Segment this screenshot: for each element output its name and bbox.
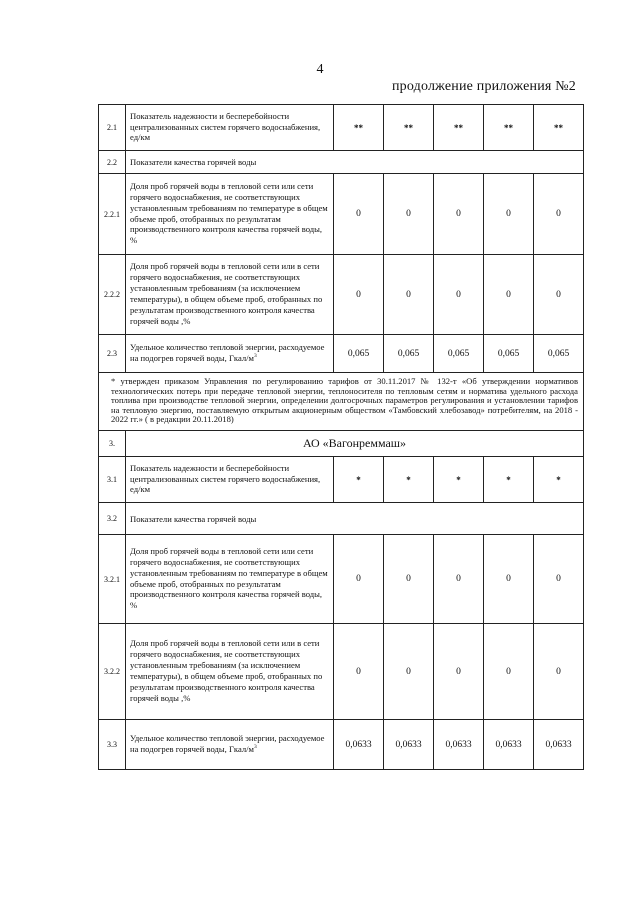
value-cell: *: [484, 457, 534, 503]
indicator-name: Доля проб горячей воды в тепловой сети или в сети горячего водоснабжения, не соответствующих установленным требованиям (за исключением температуры), в общем объеме проб, отобранных по результатам производственного контроля качества горячей воды ,%: [126, 255, 334, 335]
value-cell: 0: [484, 255, 534, 335]
indicator-name: Показатель надежности и бесперебойности централизованных систем горячего водоснабжения, ед/км: [126, 105, 334, 151]
indicator-name: [126, 720, 334, 770]
row-number: 3.1: [99, 457, 126, 503]
value-cell: 0,065: [434, 335, 484, 373]
value-cell: *: [434, 457, 484, 503]
row-number: 2.2: [99, 151, 126, 174]
value-cell: 0: [534, 624, 584, 720]
value-cell: 0: [384, 255, 434, 335]
value-cell: 0,0633: [384, 720, 434, 770]
value-cell: **: [434, 105, 484, 151]
org-header-row: [99, 431, 584, 457]
indicators-table: [98, 104, 584, 770]
row-number: 2.2.2: [99, 255, 126, 335]
value-cell: 0: [384, 535, 434, 624]
value-cell: 0: [434, 174, 484, 255]
value-cell: 0,065: [384, 335, 434, 373]
value-cell: 0: [384, 174, 434, 255]
row-number: 3.: [99, 431, 126, 457]
table-row: [99, 503, 584, 535]
table-row: [99, 624, 584, 720]
row-number: 2.2.1: [99, 174, 126, 255]
value-cell: 0: [434, 624, 484, 720]
value-cell: 0: [434, 535, 484, 624]
row-number: 3.2: [99, 503, 126, 535]
value-cell: 0,065: [484, 335, 534, 373]
indicator-name: [126, 335, 334, 373]
table-row: [99, 174, 584, 255]
value-cell: **: [534, 105, 584, 151]
value-cell: **: [384, 105, 434, 151]
value-cell: 0: [384, 624, 434, 720]
unit-superscript: 3: [253, 353, 257, 360]
table-row: [99, 151, 584, 174]
value-cell: *: [384, 457, 434, 503]
indicator-name: Доля проб горячей воды в тепловой сети или сети горячего водоснабжения, не соответствующих установленным требованиям по температуре в общем объеме проб, отобранных по результатам производственного контроля качества горячей воды, %: [126, 174, 334, 255]
value-cell: *: [534, 457, 584, 503]
value-cell: 0: [484, 624, 534, 720]
value-cell: 0: [534, 255, 584, 335]
footnote-row: [99, 373, 584, 431]
indicator-name: Доля проб горячей воды в тепловой сети или сети горячего водоснабжения, не соответствующих установленным требованиям по температуре в общем объеме проб, отобранных по результатам производственного контроля качества горячей воды, %: [126, 535, 334, 624]
value-cell: 0,065: [334, 335, 384, 373]
organization-name: АО «Вагонреммаш»: [126, 431, 584, 457]
table-row: [99, 457, 584, 503]
table-row: [99, 535, 584, 624]
indicator-text: Удельное количество тепловой энергии, расходуемое на подогрев горячей воды, Гкал/м: [130, 342, 325, 363]
continuation-heading: продолжение приложения №2: [391, 79, 576, 94]
section-heading: Показатели качества горячей воды: [126, 151, 584, 174]
indicator-name: Показатель надежности и бесперебойности централизованных систем горячего водоснабжения, ед/км: [126, 457, 334, 503]
value-cell: 0,0633: [534, 720, 584, 770]
value-cell: 0,0633: [334, 720, 384, 770]
value-cell: 0: [534, 174, 584, 255]
value-cell: **: [484, 105, 534, 151]
value-cell: 0: [334, 174, 384, 255]
value-cell: 0: [334, 624, 384, 720]
row-number: 3.2.1: [99, 535, 126, 624]
indicator-name: Доля проб горячей воды в тепловой сети или в сети горячего водоснабжения, не соответствующих установленным требованиям (за исключением температуры), в общем объеме проб, отобранных по результатам производственного контроля качества горячей воды ,%: [126, 624, 334, 720]
row-number: 2.1: [99, 105, 126, 151]
value-cell: 0: [534, 535, 584, 624]
value-cell: 0: [484, 174, 534, 255]
table-row: [99, 335, 584, 373]
table-row: [99, 255, 584, 335]
value-cell: 0,0633: [434, 720, 484, 770]
value-cell: *: [334, 457, 384, 503]
row-number: 2.3: [99, 335, 126, 373]
value-cell: 0,065: [534, 335, 584, 373]
value-cell: 0: [434, 255, 484, 335]
value-cell: **: [334, 105, 384, 151]
footnote: * утвержден приказом Управления по регулированию тарифов от 30.11.2017 № 132-т «Об утверждении нормативов технологических потерь при передаче тепловой энергии, теплоносителя по тепловым сетям и норматива удельного расхода топлива при производстве тепловой энергии, определении долгосрочных параметров регулирования и установлении тарифов на тепловую энергию, поставляемую открытым акционерным обществом «Тамбовский хлебозавод» потребителям, на 2018 - 2022 гг.» ( в редакции 20.11.2018): [99, 373, 584, 431]
value-cell: 0: [334, 255, 384, 335]
value-cell: 0: [484, 535, 534, 624]
row-number: 3.2.2: [99, 624, 126, 720]
table-row: [99, 720, 584, 770]
section-heading: Показатели качества горячей воды: [126, 503, 584, 535]
unit-superscript: 3: [253, 744, 257, 751]
value-cell: 0,0633: [484, 720, 534, 770]
value-cell: 0: [334, 535, 384, 624]
table-row: [99, 105, 584, 151]
indicator-text: Удельное количество тепловой энергии, расходуемое на подогрев горячей воды, Гкал/м: [130, 733, 325, 754]
page-number: 4: [316, 62, 324, 77]
row-number: 3.3: [99, 720, 126, 770]
